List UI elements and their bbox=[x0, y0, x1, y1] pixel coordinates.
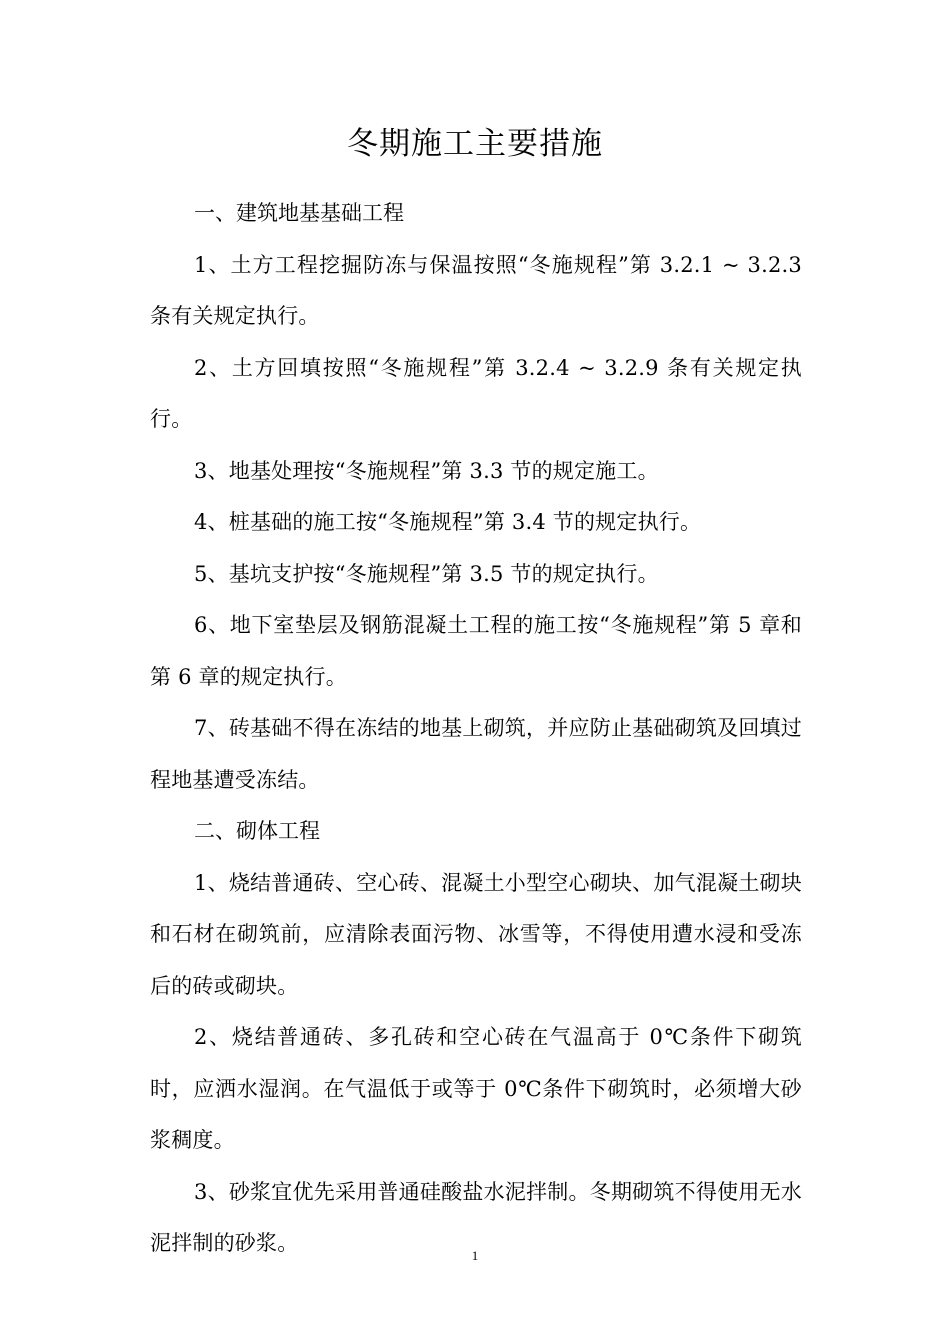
paragraph-brick-foundation: 7、砖基础不得在冻结的地基上砌筑，并应防止基础砌筑及回填过程地基遭受冻结。 bbox=[150, 716, 802, 792]
paragraph-mortar: 3、砂浆宜优先采用普通硅酸盐水泥拌制。冬期砌筑不得使用无水泥拌制的砂浆。 bbox=[150, 1179, 802, 1255]
paragraph-brick-wetting: 2、烧结普通砖、多孔砖和空心砖在气温高于 0℃条件下砌筑时，应洒水湿润。在气温低于或等于 0℃条件下砌筑时，必须增大砂浆稠度。 bbox=[150, 1025, 802, 1152]
paragraph-earthwork-excavation: 1、土方工程挖掘防冻与保温按照“冬施规程”第 3.2.1 ~ 3.2.3 条有关规定执行。 bbox=[150, 252, 802, 328]
section-heading-masonry: 二、砌体工程 bbox=[194, 819, 320, 843]
section-heading-foundation: 一、建筑地基基础工程 bbox=[194, 201, 404, 225]
paragraph-earthwork-backfill: 2、土方回填按照“冬施规程”第 3.2.4 ~ 3.2.9 条有关规定执行。 bbox=[150, 355, 802, 431]
paragraph-masonry-units: 1、烧结普通砖、空心砖、混凝土小型空心砌块、加气混凝土砌块和石材在砌筑前，应清除表面污物、冰雪等，不得使用遭水浸和受冻后的砖或砌块。 bbox=[150, 870, 802, 998]
paragraph-basement-concrete: 6、地下室垫层及钢筋混凝土工程的施工按“冬施规程”第 5 章和第 6 章的规定执行。 bbox=[150, 613, 802, 689]
paragraph-pit-support: 5、基坑支护按“冬施规程”第 3.5 节的规定执行。 bbox=[194, 561, 659, 586]
document-body bbox=[150, 188, 802, 1270]
paragraph-ground-treatment: 3、地基处理按“冬施规程”第 3.3 节的规定施工。 bbox=[194, 458, 659, 483]
page-number: 1 bbox=[471, 1248, 479, 1263]
paragraph-pile-foundation: 4、桩基础的施工按“冬施规程”第 3.4 节的规定执行。 bbox=[194, 510, 702, 534]
page-title: 冬期施工主要措施 bbox=[347, 126, 603, 162]
